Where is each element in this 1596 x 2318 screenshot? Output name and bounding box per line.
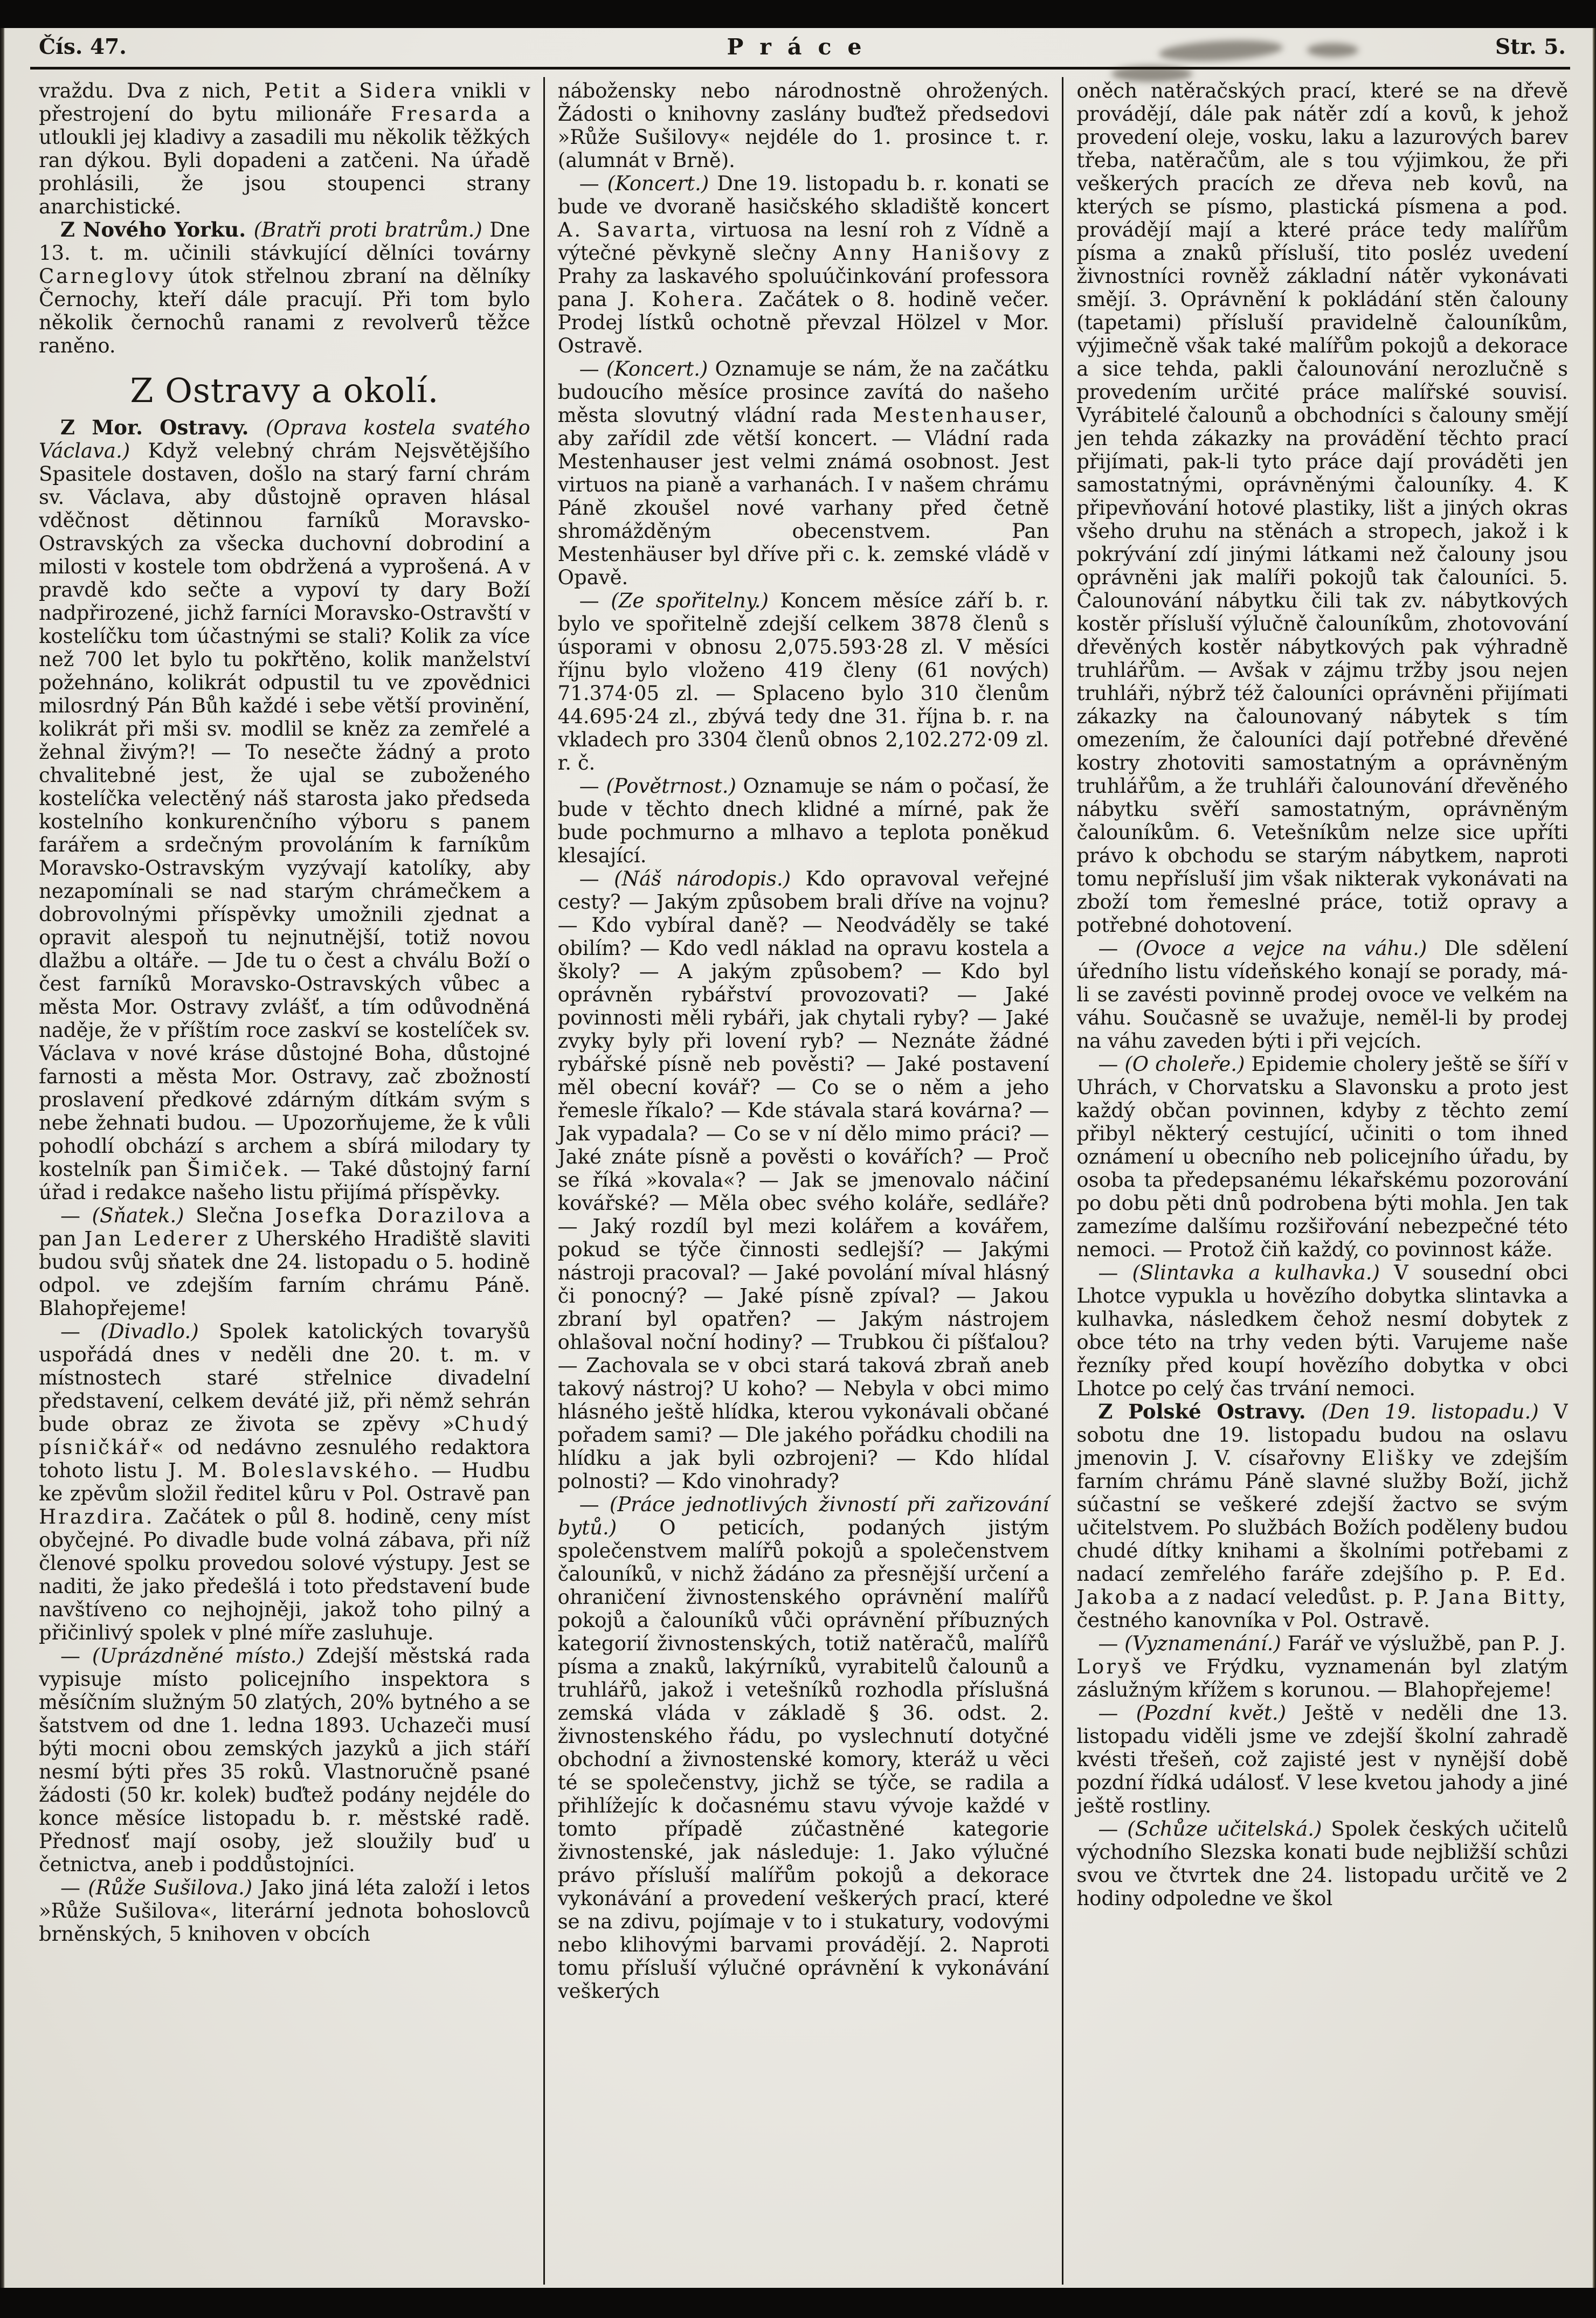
text-segment: Epidemie cholery ještě se šíří v Uhrách, v Chorvatsku a Slavonsku a proto jest každý občan povinnen, kdyby z těchto zemí přibyl některý cestující, učiniti o tom ihned oznámení u obecního neb policejního úřadu, by osoba ta předepsanému lékařskému pozorování po dobu pěti dnů podrobena býti mohla. Jen tak zamezíme dalšímu rozšiřování nebezpečné této nemoci. — Protož čiň každý, co povinnost káže. [1076, 1053, 1569, 1261]
ink-smudge [1111, 66, 1192, 82]
text-segment: z Prahy za laskavého spoluúčinkování professora pana [557, 241, 1049, 311]
article-paragraph [558, 867, 1049, 1493]
text-segment: — [579, 172, 607, 195]
column-1 [39, 77, 543, 2285]
text-segment: Začátek o půl 8. hodině, ceny míst obyčejné. Po divadle bude volná zábava, při níž členové spolku provedou solové výstupy. Jest se naditi, že jako předešlá i toto představení bude navštíveno co nejhojněji, jakož toho pilný a přičinlivý spolek v plné míře zasluhuje. [39, 1505, 530, 1644]
text-segment: Mestenhauser, [872, 404, 1049, 427]
text-segment: a pan [39, 1204, 530, 1250]
column-2 [543, 77, 1062, 2285]
text-segment: Carneglovy [39, 265, 176, 288]
text-segment: a [321, 79, 360, 102]
text-segment: — [579, 774, 606, 798]
text-segment: Zdejší městská rada vypisuje místo policejního inspektora s měsíčním služným 50 zlatých, 20% bytného a se šatstvem od dne 1. ledna 1893. Uchazeči musí býti mocni obou zemských jazyků a jich stáří nesmí býti přes 35 roků. Vlastnoručně psané žádosti (50 kr. kolek) buďtež podány nejdéle do konce měsíce listopadu b. r. městské radě. Přednosť mají osoby, jež sloužily buď u četnictva, aneb i poddůstojníci. [39, 1644, 530, 1876]
text-segment: « od nedávno zesnulého redaktora tohoto listu [39, 1436, 530, 1482]
text-segment: ve Frýdku, vyznamenán byl zlatým záslužným křížem s korunou. — Blahopřejeme! [1076, 1655, 1569, 1701]
text-segment: (Povětrnost.) [606, 774, 743, 798]
text-segment: Elišky [1361, 1447, 1435, 1470]
article-paragraph [39, 218, 530, 357]
text-segment: a utloukli jej kladivy a zasadili mu několik těžkých ran dýkou. Byli dopadeni a zatčeni. Na úřadě prohlásili, že jsou stoupenci strany anarchistické. [39, 102, 530, 218]
text-segment: Ještě v neděli dne 13. listopadu viděli jsme ve zdejší školní zahradě kvésti třešeň, což zajisté jest v nynější době pozdní řídká událosť. V lese kvetou jahody a jiné ještě rostliny. [1076, 1701, 1569, 1817]
text-segment: — [579, 867, 614, 890]
text-segment: (Ovoce a vejce na váhu.) [1135, 937, 1445, 960]
text-segment: (Vyznamenání.) [1124, 1632, 1288, 1655]
text-segment: — [579, 357, 606, 380]
text-segment: Oznamuje se nám o počasí, že bude v těchto dnech klidné a mírné, pak že bude pochmurno a mlhavo a teplota poněkud klesající. [557, 774, 1049, 867]
article-paragraph [1076, 1701, 1568, 1817]
text-segment: (Bratři proti bratrům.) [253, 218, 490, 241]
text-segment: Kdo opravoval veřejné cesty? — Jakým způsobem brali dříve na vojnu? — Kdo vybíral daně? — Neodváděly se také obilím? — Kdo vedl náklad na opravu kostela a školy? — A jakým způsobem? — Kdo byl oprávněn rybářství provozovati? — Jaké povinnosti měli rybáři, jak chytali ryby? — Jaké zvyky byly při lovení ryb? — Neznáte žádné rybářské písně neb pověsti? — Jaké postavení měl obecní kovář? — Co se o něm a jeho řemesle říkalo? — Kde stávala stará kovárna? — Jak vypadala? — Co se v ní dělo mimo práci? — Jaké znáte písně a pověsti o kovářích? — Proč se říká »kovala«? — Jak se jmenovalo náčiní kovářské? — Měla obec svého koláře, sedláře? — Jaký rozdíl byl mezi kolářem a kovářem, pokud se týče činnosti sedlejší? — Jakými nástroji pracoval? — Jaké povolání míval hlásný či ponocný? — Jaké písně zpíval? — Jakou zbraní byl opatřen? — Jakým nástrojem ohlašoval noční hodiny? — Trubkou či píšťalou? — Zachovala se v obci stará taková zbraň aneb takový nástroj? U koho? — Nebyla v obci mimo hlásného ještě hlídka, kterou vykonávali občané pořadem sami? — Dle jakého pořádku chodili na hlídku a jak byli ozbrojeni? — Kdo hlídal polnosti? — Kdo vinohrady? [557, 867, 1049, 1493]
text-segment: V sousední obci Lhotce vypukla u hovězího dobytka slintavka a kulhavka, následkem čehož nesmí dobytek z obce této na trhy veden býti. Varujeme naše řezníky před koupí hovězího dobytka v obci Lhotce po celý čas trvání nemoci. [1076, 1261, 1569, 1400]
article-paragraph [558, 172, 1049, 357]
text-segment: (Koncert.) [607, 172, 717, 195]
text-segment: — [579, 1493, 610, 1516]
text-segment: (Práce jednotlivých živností při zařizování bytů.) [557, 1493, 1049, 1539]
text-segment: J. M. Boleslavského. [168, 1459, 422, 1482]
text-segment: Z Polské Ostravy. [1098, 1400, 1322, 1423]
text-segment: (Slintavka a kulhavka.) [1132, 1261, 1394, 1284]
article-paragraph [39, 416, 530, 1204]
article-paragraph [558, 357, 1049, 589]
article-paragraph [39, 79, 530, 218]
text-segment: Jako jiná léta založí i letos »Růže Sušilova«, literární jednota bohoslovců brněnských, 5 knihoven v obcích [39, 1876, 530, 1946]
text-segment: Koncem měsíce září b. r. bylo ve spořitelně zdejší celkem 3878 členů s úsporami v obnosu 2,075.593·28 zl. V měsíci říjnu bylo vloženo 419 členy (61 nových) 71.374·05 zl. — Splaceno bylo 310 členům 44.695·24 zl., zbývá tedy dne 31. října b. r. na vkladech pro 3304 členů obnos 2,102.272·09 zl. r. č. [557, 589, 1049, 774]
article-paragraph [558, 589, 1049, 774]
text-segment: — [1098, 937, 1136, 960]
text-segment: (Den 19. listopadu.) [1321, 1400, 1554, 1423]
text-segment: (Divadlo.) [100, 1320, 219, 1343]
text-segment: Spolek českých učitelů východního Slezska konati bude nejbližší schůzi svou ve čtvrtek dne 24. listopadu určitě ve 2 hodiny odpoledne ve škol [1076, 1817, 1569, 1910]
text-segment: Hrazdira. [39, 1505, 155, 1528]
text-segment: z Uherského Hradiště slaviti budou svůj sňatek dne 24. listopadu o 5. hodině odpol. ve zdejším farním chrámu Páně. Blahopřejeme! [39, 1227, 530, 1320]
article-columns [39, 77, 1568, 2285]
scan-border-left [0, 28, 5, 2288]
article-paragraph [39, 1644, 530, 1876]
article-paragraph [1076, 937, 1568, 1053]
text-segment: — [1098, 1261, 1132, 1284]
text-segment: nábožensky nebo národnostně ohrožených. Žádosti o knihovny zaslány buďtež předsedovi »Růže Sušilovy« nejdéle do 1. prosince t. r. (alumnát v Brně). [557, 79, 1049, 172]
text-segment: Dne 19. listopadu b. r. konati se bude ve dvoraně hasičského skladiště koncert [557, 172, 1049, 218]
text-segment: virtuosa na lesní roh z Vídně a výtečné pěvkyně slečny [557, 218, 1049, 265]
text-segment: — [60, 1876, 88, 1899]
article-paragraph [1076, 1632, 1568, 1701]
text-segment: oněch natěračských prací, které se na dřevě provádějí, dále pak nátěr zdí a kovů, k jehož provedení oleje, vosku, laku a lazurových barev třeba, natěračům, ale s tou výjimkou, že při veškerých pracích ze dřeva neb kovů, na kterých se písmo, plastická písmena a pod. provádějí mají a které práce tedy malířům písma a znaků přísluší, tito posléz uvedení živnostníci rovněž základní nátěr vykonávati smějí. 3. Oprávnění k pokládání stěn čalouny (tapetami) přísluší pravidelně čalouníkům, výjimečně však také malířům pokojů a dekorace a sice tehda, pakli čalounování nerozlučně s provedením určité práce malířské souvisí. Vyrábitelé čalounů a obchodníci s čalouny smějí jen tehda zákazky na provádění těchto prací přijímati, pak-li tyto práce dají prováděti jen samostatnými, oprávněnými čalouníky. 4. K připevňování hotové plastiky, lišt a jiných okras všeho druhu na stěnách a stropech, jakož i k pokrývání zdí jinými látkami než čalouny jsou oprávněni jak malíři pokojů tak čalouníci. 5. Čalounování nábytku čili tak zv. nábytkových kostěr přísluší výlučně čalouníkům, zhotovování dřevěných kostěr nábytkových pak výhradně truhlářům. — Avšak v zájmu tržby jsou nejen truhláři, nýbrž též čalouníci oprávněni přijímati zákazky na čalounovaný nábytek s tím omezením, že čalouníci dají potřebné dřevěné kostry zhotoviti samostatným a oprávněným truhlářům, a že truhláři čalounování dřevěného nábytku svěří samostatným, oprávněným čalouníkům. 6. Vetešníkům nelze sice upříti právo k obchodu se starým nábytkem, naproti tomu nepřísluší jim však nikterak vykonávati na zboží tom řemeslné práce, totiž opravy a potřebné dohotovení. [1076, 79, 1569, 937]
article-paragraph [558, 1493, 1049, 2003]
article-paragraph [39, 1320, 530, 1644]
text-segment: Farář ve výslužbě, pan [1287, 1632, 1523, 1655]
text-segment: — [1098, 1817, 1128, 1840]
text-segment: Anny Hanišovy [833, 241, 1022, 265]
text-segment: (Oprava kostela svatého Václava.) [39, 416, 530, 462]
article-paragraph [1076, 1261, 1568, 1400]
text-segment: Ed. Jakoba [1076, 1562, 1569, 1609]
text-segment: vnikli v přestrojení do bytu milionáře [39, 79, 530, 126]
article-paragraph [558, 79, 1049, 172]
article-paragraph [1076, 1400, 1568, 1632]
text-segment: Dne 13. t. m. učinili stávkující dělníci továrny [39, 218, 530, 265]
text-segment: Z Mor. Ostravy. [60, 416, 266, 439]
article-paragraph [39, 1204, 530, 1320]
text-segment: — [60, 1644, 92, 1667]
text-segment: (Koncert.) [606, 357, 715, 380]
text-segment: Sidera [359, 79, 438, 102]
article-paragraph [1076, 79, 1568, 937]
article-paragraph [558, 774, 1049, 867]
article-paragraph [1076, 1817, 1568, 1910]
text-segment: (Pozdní květ.) [1136, 1701, 1304, 1725]
text-segment: Jana Bitty, [1438, 1586, 1569, 1609]
text-segment: a z nadací veledůst. p. P. [1158, 1586, 1439, 1609]
header-rule [30, 67, 1570, 70]
text-segment: — Hudbu ke zpěvům složil ředitel kůru v Pol. Ostravě pan [39, 1459, 530, 1505]
text-segment: Chudý písničkář [39, 1413, 530, 1459]
text-segment: A. Savarta, [557, 218, 699, 241]
text-segment: — [1098, 1053, 1125, 1076]
text-segment: — [1098, 1632, 1125, 1655]
text-segment: — Také důstojný farní úřad i redakce našeho listu přijímá příspěvky. [39, 1158, 530, 1204]
text-segment: P. J. Loryš [1076, 1632, 1569, 1678]
scan-border-top [0, 0, 1596, 28]
text-segment: — [579, 589, 611, 612]
column-3 [1062, 77, 1568, 2285]
article-paragraph [1076, 1053, 1568, 1261]
text-segment: aby zařídil zde větší koncert. — Vládní rada Mestenhauser jest velmi známá osobnost. Jest virtuos na pianě a varhanách. I v našem chrámu Páně zkoušel nové varhany před četně shromážděným obecenstvem. Pan Mestenhäuser byl dříve při c. k. zemské vládě v Opavě. [557, 427, 1049, 589]
text-segment: Z Nového Yorku. [60, 218, 254, 241]
text-segment: Začátek o 8. hodině večer. Prodej lístků ochotně převzal Hölzel v Mor. Ostravě. [557, 288, 1049, 357]
text-segment: Z Ostravy a okolí. [130, 371, 439, 410]
issue-number: Čís. 47. [39, 34, 127, 59]
text-segment: Spolek katolických tovaryšů uspořádá dnes v neděli dne 20. t. m. v místnostech staré střelnice divadelní představení, celkem deváté již, při němž sehrán bude obraz ze života se zpěvy » [39, 1320, 530, 1436]
text-segment: V sobotu dne 19. listopadu budou na oslavu jmenovin J. V. císařovny [1076, 1400, 1569, 1470]
text-segment: (Ze spořitelny.) [611, 589, 780, 612]
text-segment: Šimiček. [186, 1158, 291, 1181]
text-segment: (O choleře.) [1124, 1053, 1252, 1076]
text-segment: J. Kohera. [619, 288, 746, 311]
text-segment: Fresarda [391, 102, 500, 126]
text-segment: (Schůze učitelská.) [1127, 1817, 1331, 1840]
text-segment: — [1098, 1701, 1136, 1725]
text-segment: čestného kanovníka v Pol. Ostravě. [1076, 1609, 1430, 1632]
paper-title: Práce [727, 34, 878, 60]
scan-border-right [1592, 28, 1596, 2288]
text-segment: Josefka Dorazilova [275, 1204, 507, 1227]
text-segment: (Růže Sušilova.) [88, 1876, 260, 1899]
text-segment: Dle sdělení úředního listu vídeňského konají se porady, má-li se zavésti povinně prodej ovoce ve velkém na váhu. Současně se uvažuje, neměl-li by prodej na váhu zaveden býti i při vejcích. [1076, 937, 1569, 1053]
scan-border-bottom [0, 2288, 1596, 2318]
text-segment: (Uprázdněné místo.) [92, 1644, 316, 1667]
text-segment: O peticích, podaných jistým společenstvem malířů pokojů a společenstvem čalouníků, v nichž žádáno za přesnější určení a ohraničení živnostenského oprávnění malířů pokojů a čalouníků vůči oprávnění příbuzných kategorií živnostenských, totiž natěračů, malířů písma a znaků, lakýrníků, vyrabitelů čalounů a truhlářů, jakož i vetešníků rozhodla příslušná zemská vláda v základě § 36. odst. 2. živnostenského řádu, po vyslechnutí dotyčné obchodní a živnostenské komory, kteráž u věci té se společenstvy, jichž se týče, se radila a přihlížejíc k dočasnému stavu vývoje každé v tomto případě zúčastněné kategorie živnostenské, jak následuje: 1. Jako výlučné právo přísluší malířům pokojů a dekorace vykonávání a provedení veškerých prací, které se na zdivu, pojímaje v to i stukatury, vodovými nebo klihovými barvami provádějí. 2. Naproti tomu přísluší výlučné oprávnění k vykonávání veškerých [557, 1516, 1049, 2003]
text-segment: — [60, 1320, 101, 1343]
text-segment: ve zdejším farním chrámu Páně slavné služby Boží, jichž súčastní se veškeré zdejší žactvo se svým učitelstvem. Po službách Božích poděleny budou chudé dítky knihami a školními potřebami z nadací zemřelého faráře zdejšího p. P. [1076, 1447, 1569, 1586]
text-segment: Petit [264, 79, 322, 102]
page-number: Str. 5. [1495, 34, 1566, 59]
ink-smudge [1307, 43, 1358, 57]
text-segment: Oznamuje se nám, že na začátku budoucího měsíce prosince zavítá do našeho města slovutný vládní rada [557, 357, 1049, 427]
text-segment: vraždu. Dva z nich, [39, 79, 265, 102]
text-segment: (Náš národopis.) [614, 867, 806, 890]
text-segment: — [60, 1204, 92, 1227]
text-segment: útok střelnou zbraní na dělníky Černochy, kteří dále pracují. Při tom bylo několik černochů ranami z revolverů těžce raněno. [39, 265, 530, 357]
text-segment: Slečna [196, 1204, 275, 1227]
article-paragraph [39, 1876, 530, 1946]
text-segment: (Sňatek.) [92, 1204, 196, 1227]
section-heading [39, 371, 530, 410]
text-segment: Jan Lederer [84, 1227, 230, 1250]
text-segment: Když velebný chrám Nejsvětějšího Spasitele dostaven, došlo na starý farní chrám sv. Václava, aby důstojně opraven hlásal vděčnost dětinnou farníků Moravsko-Ostravských za všecka duchovní dobrodiní a milosti v kostele tom obdržená a vyprošená. A v pravdě kdo sečte a vypoví ty dary Boží nadpřirozené, jichž farníci Moravsko-Ostravští v kostelíčku tom účastnými se stali? Kolik za více než 700 let bylo tu pokřtěno, kolik manželství požehnáno, kolikrát odpustil tu ve zpovědnici milosrdný Pán Bůh každé i sebe větší provinění, kolikrát při mši sv. modlil se kněz za zemřelé a žehnal živým?! — To nesečte žádný a proto chvalitebné jest, že ujal se zuboženého kostelíčka velectěný náš starosta jako předseda kostelního konkurenčního výboru s panem farářem a srdečným provoláním k farníkům Moravsko-Ostravským vyzývají katolíky, aby nezapomínali se nad starým chrámečkem a dobrovolnými příspěvky umožnili zjednat a opravit alespoň tu nejnutnější, totiž novou dlažbu a oltáře. — Jde tu o čest a chválu Boží o čest farníků Moravsko-Ostravských vůbec a města Mor. Ostravy zvlášť, a tím odůvodněná naděje, že v příštím roce zaskví se kostelíček sv. Václava v nové kráse důstojné Boha, důstojné farnosti a města Mor. Ostravy, zač zbožností proslavení předkové zdárným dítkám svým s nebe žehnati budou. — Upozorňujeme, že k vůli pohodlí obchází s archem a sbírá milodary ty kostelník pan [39, 439, 530, 1181]
